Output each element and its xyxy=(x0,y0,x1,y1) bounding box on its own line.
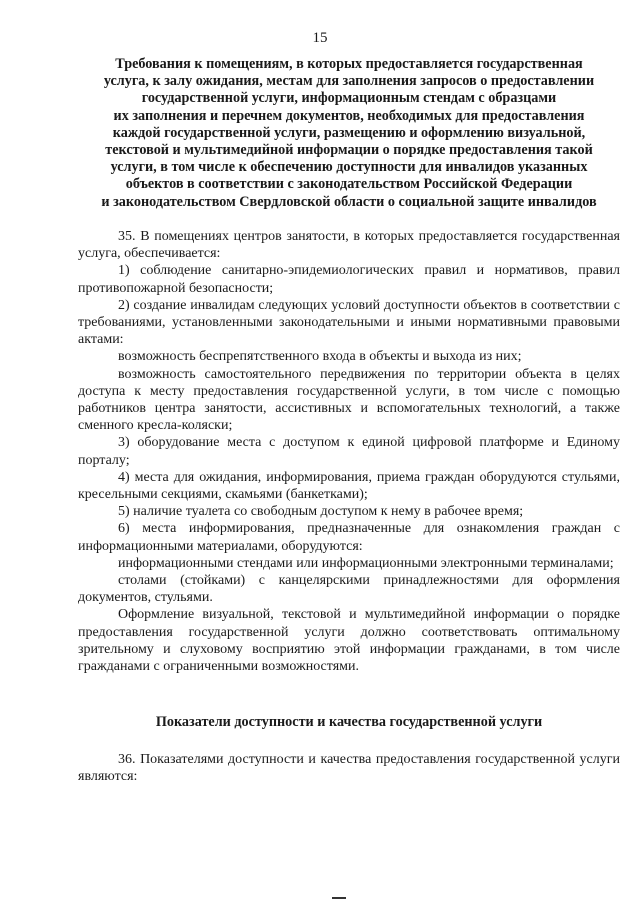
heading-line: текстовой и мультимедийной информации о порядке предоставления такой xyxy=(105,142,593,159)
paragraph: Оформление визуальной, текстовой и мультимедийной информации о порядке предоставления государственной услуги должно соответствовать оптимальному зрительному и слуховому восприятию этой информации гражданами, в том числе гражданами с ограниченными возможностями. xyxy=(78,607,620,675)
heading-line: объектов в соответствии с законодательством Российской Федерации xyxy=(125,176,573,193)
heading-line: Показатели доступности и качества государственной услуги xyxy=(155,714,543,730)
heading-line: услуги, в том числе к обеспечению доступности для инвалидов указанных xyxy=(110,159,588,176)
paragraph: столами (стойками) с канцелярскими принадлежностями для оформления документов, стульями. xyxy=(78,573,620,606)
section-heading-requirements xyxy=(78,56,620,211)
paragraph: возможность беспрепятственного входа в объекты и выхода из них; xyxy=(118,349,522,365)
paragraph: 1) соблюдение санитарно-эпидемиологических правил и нормативов, правил противопожарной безопасности; xyxy=(78,263,620,296)
section-35 xyxy=(78,228,620,675)
heading-line: услуга, к залу ожидания, местам для заполнения запросов о предоставлении xyxy=(103,73,595,90)
page-number: 15 xyxy=(312,30,328,46)
paragraph: 35. В помещениях центров занятости, в которых предоставляется государственная услуга, обеспечивается: xyxy=(78,229,620,262)
paragraph: информационными стендами или информационными электронными терминалами; xyxy=(118,555,614,571)
heading-line: каждой государственной услуги, размещению и оформлению визуальной, xyxy=(112,124,586,141)
paragraph: возможность самостоятельного передвижения по территории объекта в целях доступа к месту предоставления государственной услуги, в том числе с помощью работников центра занятости, ассистивных и вспомогательных технологий, а также сменного кресла-коляски; xyxy=(78,366,620,434)
paragraph: 5) наличие туалета со свободным доступом к нему в рабочее время; xyxy=(118,504,524,520)
paragraph: 3) оборудование места с доступом к единой цифровой платформе и Единому порталу; xyxy=(78,435,620,468)
paragraph: 6) места информирования, предназначенные для ознакомления граждан с информационными материалами, оборудуются: xyxy=(78,521,620,554)
heading-line: государственной услуги, информационным стендам с образцами xyxy=(141,90,557,107)
paragraph: 2) создание инвалидам следующих условий доступности объектов в соответствии с требованиями, установленными законодательными и иными нормативными правовыми актами: xyxy=(78,297,620,348)
paragraph: 4) места для ожидания, информирования, приема граждан оборудуются стульями, кресельными секциями, скамьями (банкетками); xyxy=(78,469,620,503)
heading-line: и законодательством Свердловской области о социальной защите инвалидов xyxy=(101,193,597,210)
heading-line: их заполнения и перечнем документов, необходимых для предоставления xyxy=(113,107,585,124)
section-36 xyxy=(78,751,620,785)
paragraph: 36. Показателями доступности и качества предоставления государственной услуги являются: xyxy=(78,752,620,785)
section-heading-indicators xyxy=(78,714,620,731)
footer-mark xyxy=(332,897,346,899)
heading-line: Требования к помещениям, в которых предоставляется государственная xyxy=(115,56,583,72)
